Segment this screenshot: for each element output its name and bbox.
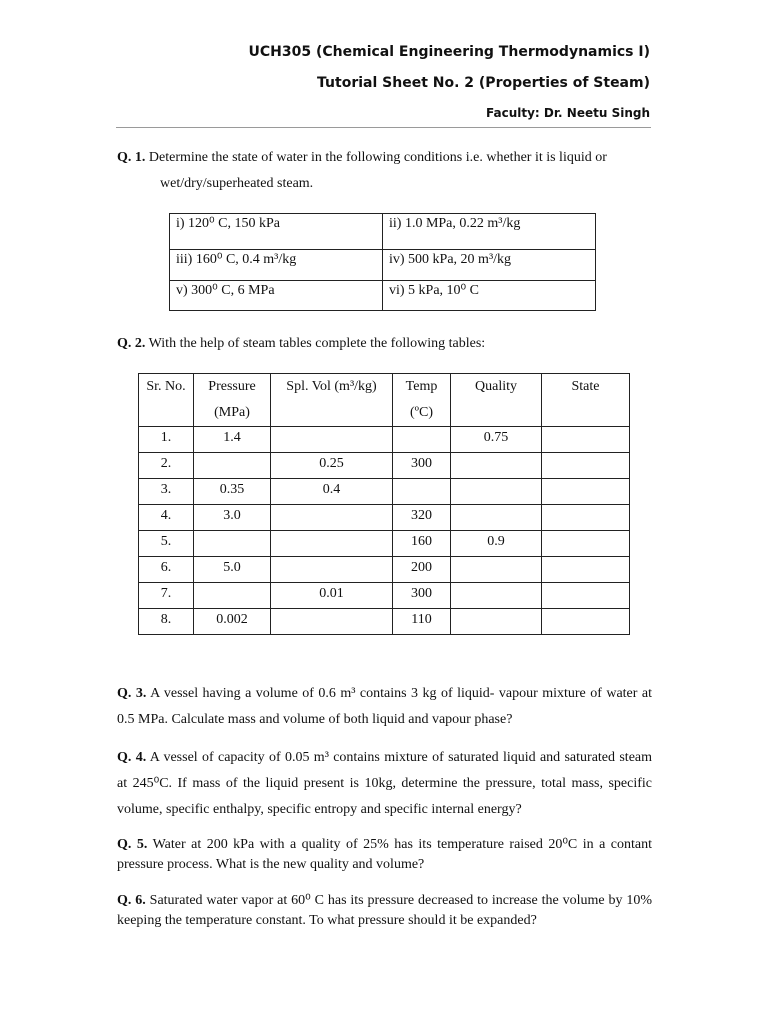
q4-text [117,745,652,823]
cell-state [542,479,630,505]
cell-specific-volume: 0.4 [271,479,393,505]
cell-specific-volume [271,427,393,453]
cell-srno: 6. [139,557,194,583]
cell-srno: 4. [139,505,194,531]
header-temperature: Temp (ºC) [393,374,451,427]
cell-specific-volume [271,557,393,583]
cell-temperature: 200 [393,557,451,583]
cell-pressure: 0.35 [194,479,271,505]
cell-state [542,609,630,635]
cell-pressure: 3.0 [194,505,271,531]
cell-specific-volume: 0.01 [271,583,393,609]
cell-srno: 3. [139,479,194,505]
cell-temperature: 160 [393,531,451,557]
cell-quality: 0.75 [451,427,542,453]
condition-cell: iii) 160⁰ C, 0.4 m³/kg [170,250,383,281]
q2-label: Q. 2. [117,336,146,351]
header-srno: Sr. No. [139,374,194,427]
cell-srno: 5. [139,531,194,557]
q5-label: Q. 5. [117,837,148,852]
cell-state [542,531,630,557]
cell-temperature [393,479,451,505]
condition-cell: i) 120⁰ C, 150 kPa [170,214,383,250]
q1-label: Q. 1. [117,150,146,165]
cell-srno: 1. [139,427,194,453]
cell-srno: 7. [139,583,194,609]
q3-text [117,681,652,733]
cell-quality: 0.9 [451,531,542,557]
q6-label: Q. 6. [117,893,146,908]
table-row [139,453,630,479]
cell-quality [451,557,542,583]
cell-state [542,557,630,583]
q3-label: Q. 3. [117,686,147,701]
table-row [139,609,630,635]
q3-body: A vessel having a volume of 0.6 m³ contains 3 kg of liquid- vapour mixture of water at 0.5 MPa. Calculate mass and volume of both liquid and vapour phase? [117,686,652,727]
cell-specific-volume [271,531,393,557]
cell-temperature: 300 [393,453,451,479]
cell-pressure: 1.4 [194,427,271,453]
table-row [139,531,630,557]
cell-quality [451,609,542,635]
cell-state [542,583,630,609]
cell-specific-volume [271,505,393,531]
q5-body: Water at 200 kPa with a quality of 25% has its temperature raised 20⁰C in a contant pressure process. What is the new quality and volume? [117,837,652,872]
cell-temperature: 110 [393,609,451,635]
q6-body: Saturated water vapor at 60⁰ C has its pressure decreased to increase the volume by 10% keeping the temperature constant. To what pressure should it be expanded? [117,893,653,928]
cell-specific-volume: 0.25 [271,453,393,479]
header-quality: Quality [451,374,542,427]
q2-body: With the help of steam tables complete the following tables: [148,336,486,351]
q2-text [117,331,485,357]
cell-quality [451,453,542,479]
cell-state [542,505,630,531]
q4-label: Q. 4. [117,750,147,765]
header-pressure: Pressure (MPa) [194,374,271,427]
q5-text [117,835,652,875]
faculty-name: Faculty: Dr. Neetu Singh [485,106,650,120]
cell-srno: 2. [139,453,194,479]
cell-quality [451,505,542,531]
cell-quality [451,479,542,505]
condition-cell: iv) 500 kPa, 20 m³/kg [383,250,596,281]
table-row [139,479,630,505]
cell-temperature: 320 [393,505,451,531]
cell-specific-volume [271,609,393,635]
condition-cell: v) 300⁰ C, 6 MPa [170,281,383,311]
q1-line1: Determine the state of water in the following conditions i.e. whether it is liquid or [148,150,607,165]
header-state: State [542,374,630,427]
table-row [139,505,630,531]
q2-steam-table [138,373,630,635]
q1-text [117,145,652,171]
cell-temperature: 300 [393,583,451,609]
sheet-title: Tutorial Sheet No. 2 (Properties of Steam) [317,75,650,91]
cell-quality [451,583,542,609]
cell-srno: 8. [139,609,194,635]
header-divider [116,127,651,128]
condition-cell: ii) 1.0 MPa, 0.22 m³/kg [383,214,596,250]
q6-text [117,891,652,931]
cell-pressure: 0.002 [194,609,271,635]
cell-pressure: 5.0 [194,557,271,583]
table-row [139,427,630,453]
cell-pressure [194,583,271,609]
table-row [139,583,630,609]
cell-state [542,453,630,479]
q1-line2: wet/dry/superheated steam. [160,176,314,191]
condition-cell: vi) 5 kPa, 10⁰ C [383,281,596,311]
cell-temperature [393,427,451,453]
course-title: UCH305 (Chemical Engineering Thermodynamics I) [248,44,650,60]
q1-conditions-table [169,213,596,311]
cell-pressure [194,453,271,479]
cell-state [542,427,630,453]
table-row [139,557,630,583]
cell-pressure [194,531,271,557]
q4-body: A vessel of capacity of 0.05 m³ contains mixture of saturated liquid and saturated steam at 245⁰C. If mass of the liquid present is 10kg, determine the pressure, total mass, specific volume, specific enthalpy, specific entropy and specific internal energy? [117,750,653,817]
table-header-row [139,374,630,427]
header-specific-volume: Spl. Vol (m³/kg) [271,374,393,427]
